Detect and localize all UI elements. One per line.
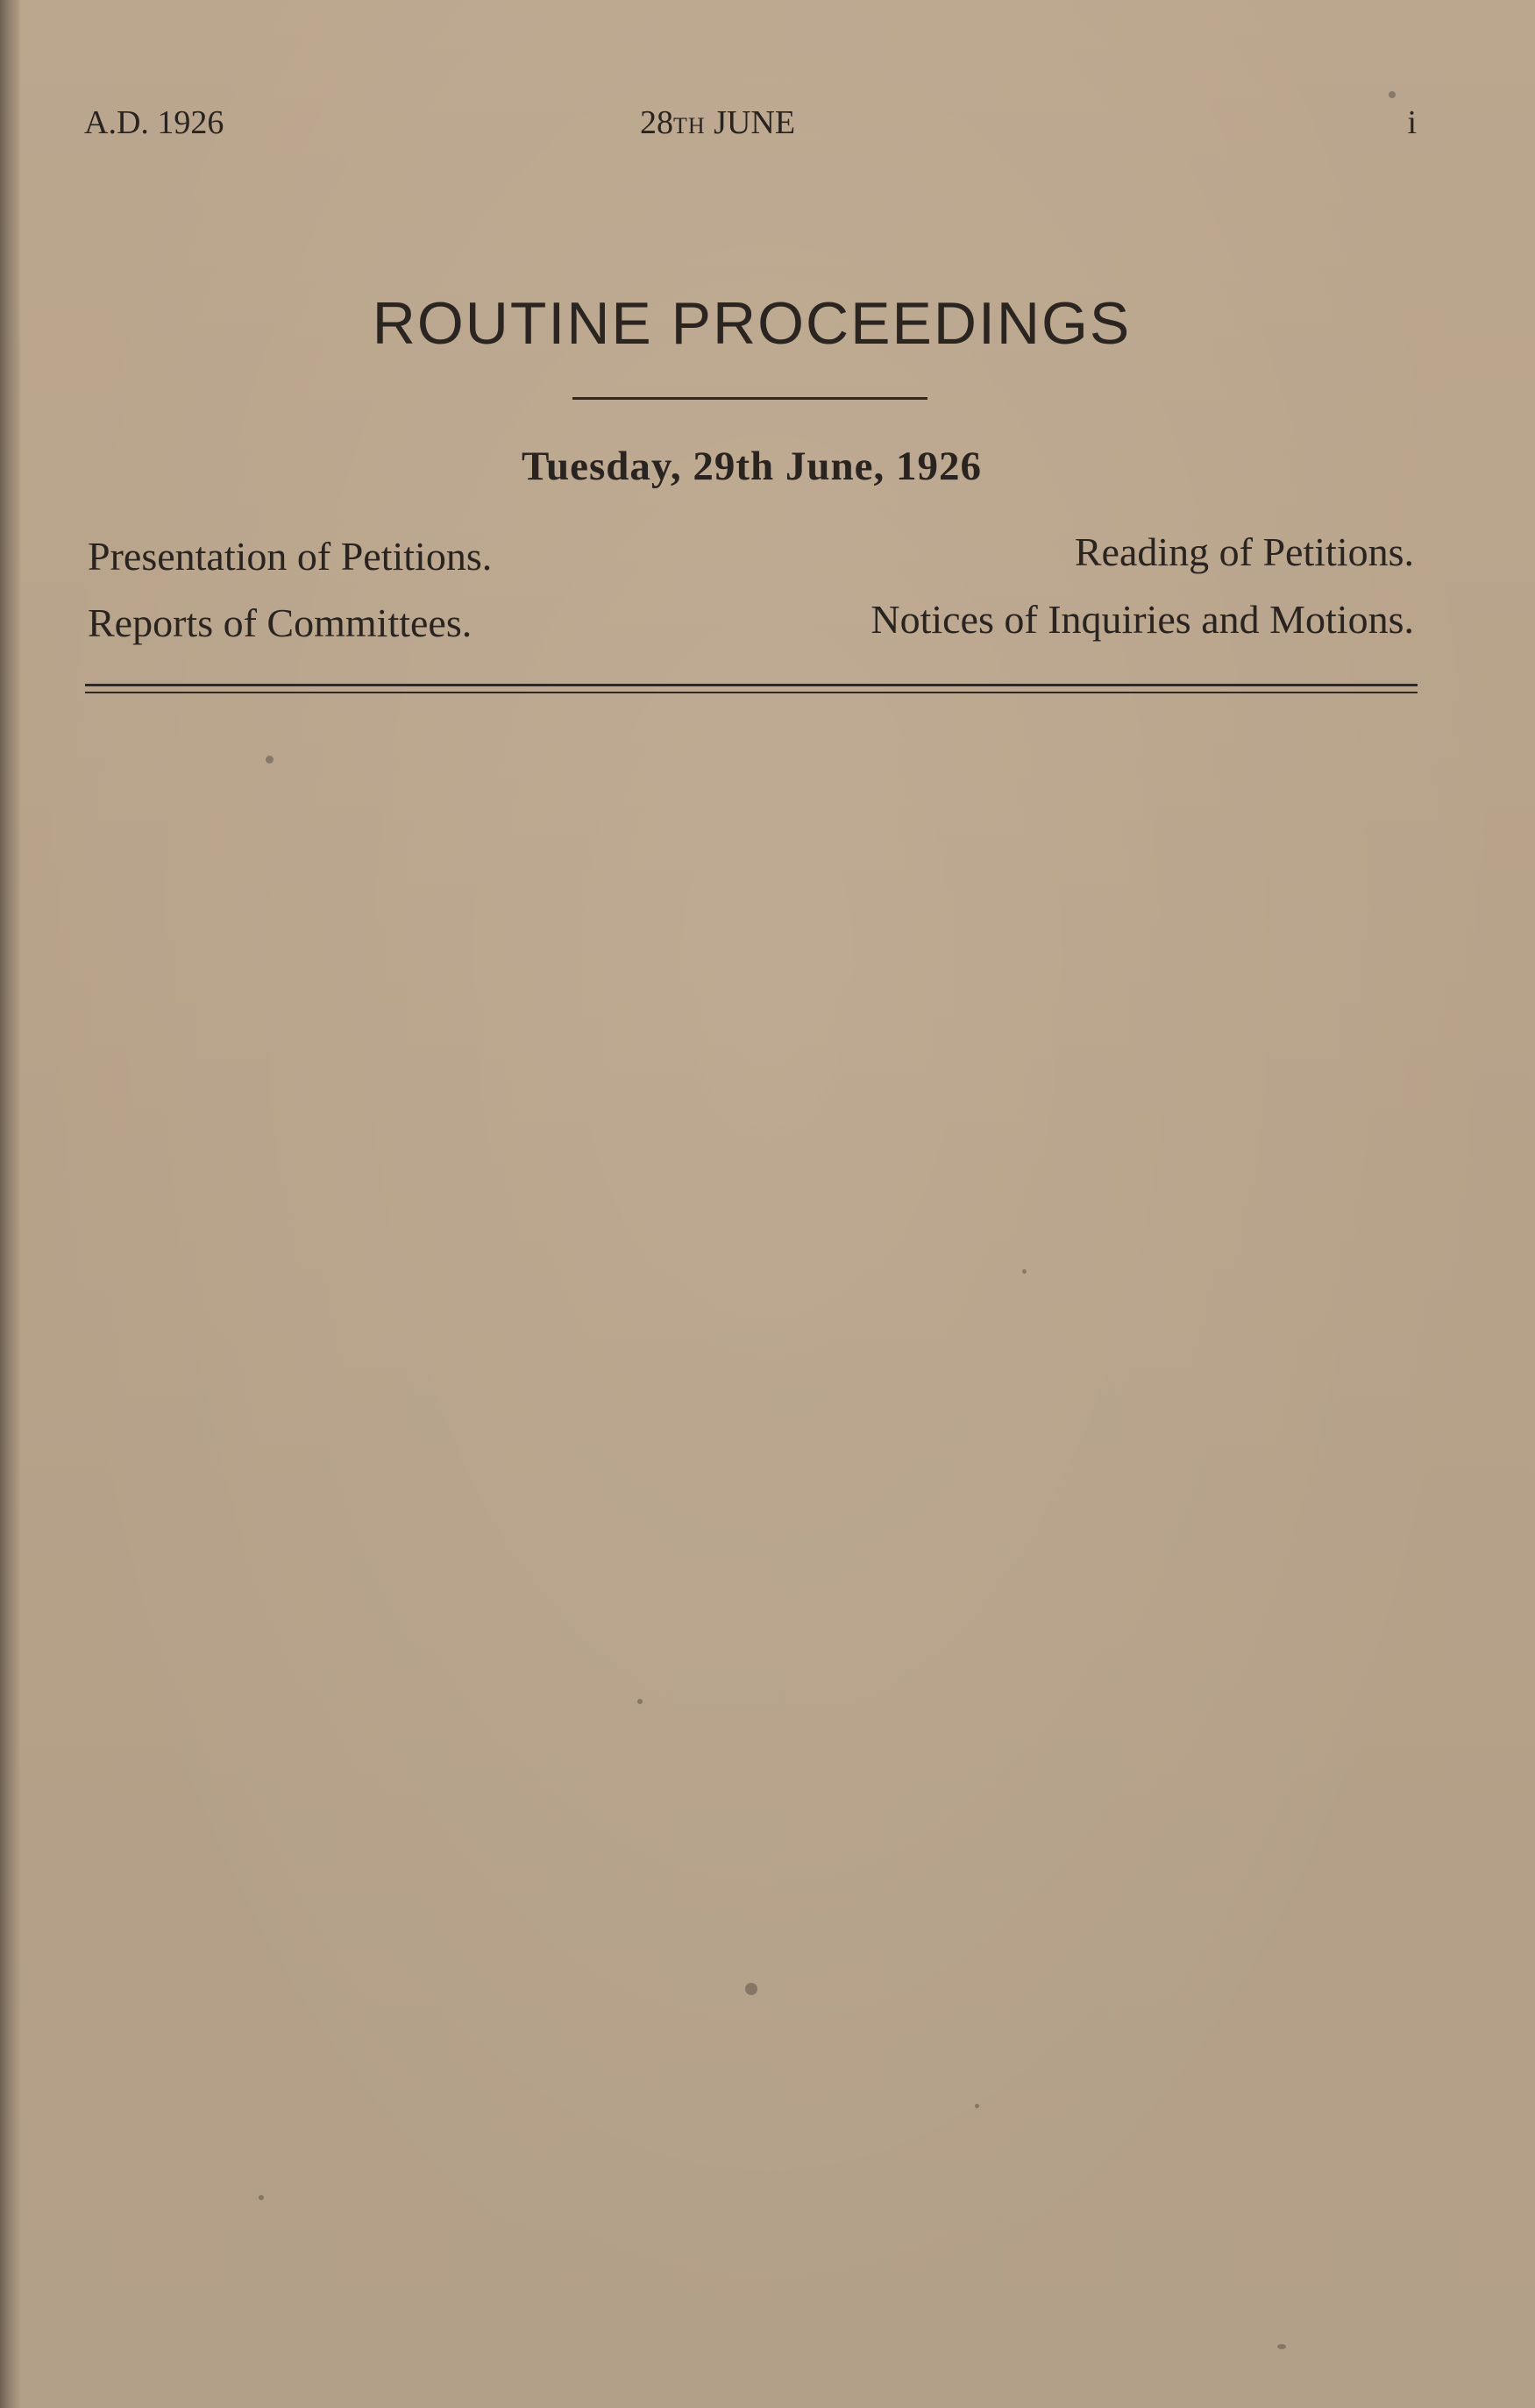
paper-speck — [266, 756, 274, 764]
binding-edge — [0, 0, 21, 2408]
reading-of-petitions: Reading of Petitions. — [1074, 529, 1414, 574]
paper-speck — [975, 2104, 979, 2108]
notices-of-inquiries-and-motions: Notices of Inquiries and Motions. — [871, 597, 1414, 642]
running-header — [84, 103, 1417, 147]
paper-speck — [745, 1983, 757, 1995]
paper-speck — [1389, 91, 1396, 98]
presentation-of-petitions: Presentation of Petitions. — [88, 534, 493, 579]
header-date-month: JUNE — [714, 104, 796, 141]
section-double-rule — [85, 684, 1418, 693]
paper-speck — [259, 2195, 264, 2200]
session-date: Tuesday, 29th June, 1926 — [521, 444, 983, 489]
paper-speck — [637, 1699, 643, 1704]
header-date-day: 28 — [640, 104, 673, 141]
header-year: A.D. 1926 — [84, 104, 224, 141]
header-date — [640, 103, 795, 142]
header-date-suffix: TH — [673, 113, 706, 139]
reports-of-committees: Reports of Committees. — [88, 600, 473, 645]
paper-speck — [1277, 2344, 1286, 2349]
page-title: ROUTINE PROCEEDINGS — [372, 290, 1132, 357]
paper-speck — [1022, 1269, 1027, 1274]
page-number: i — [1407, 104, 1417, 141]
title-rule — [572, 397, 927, 400]
